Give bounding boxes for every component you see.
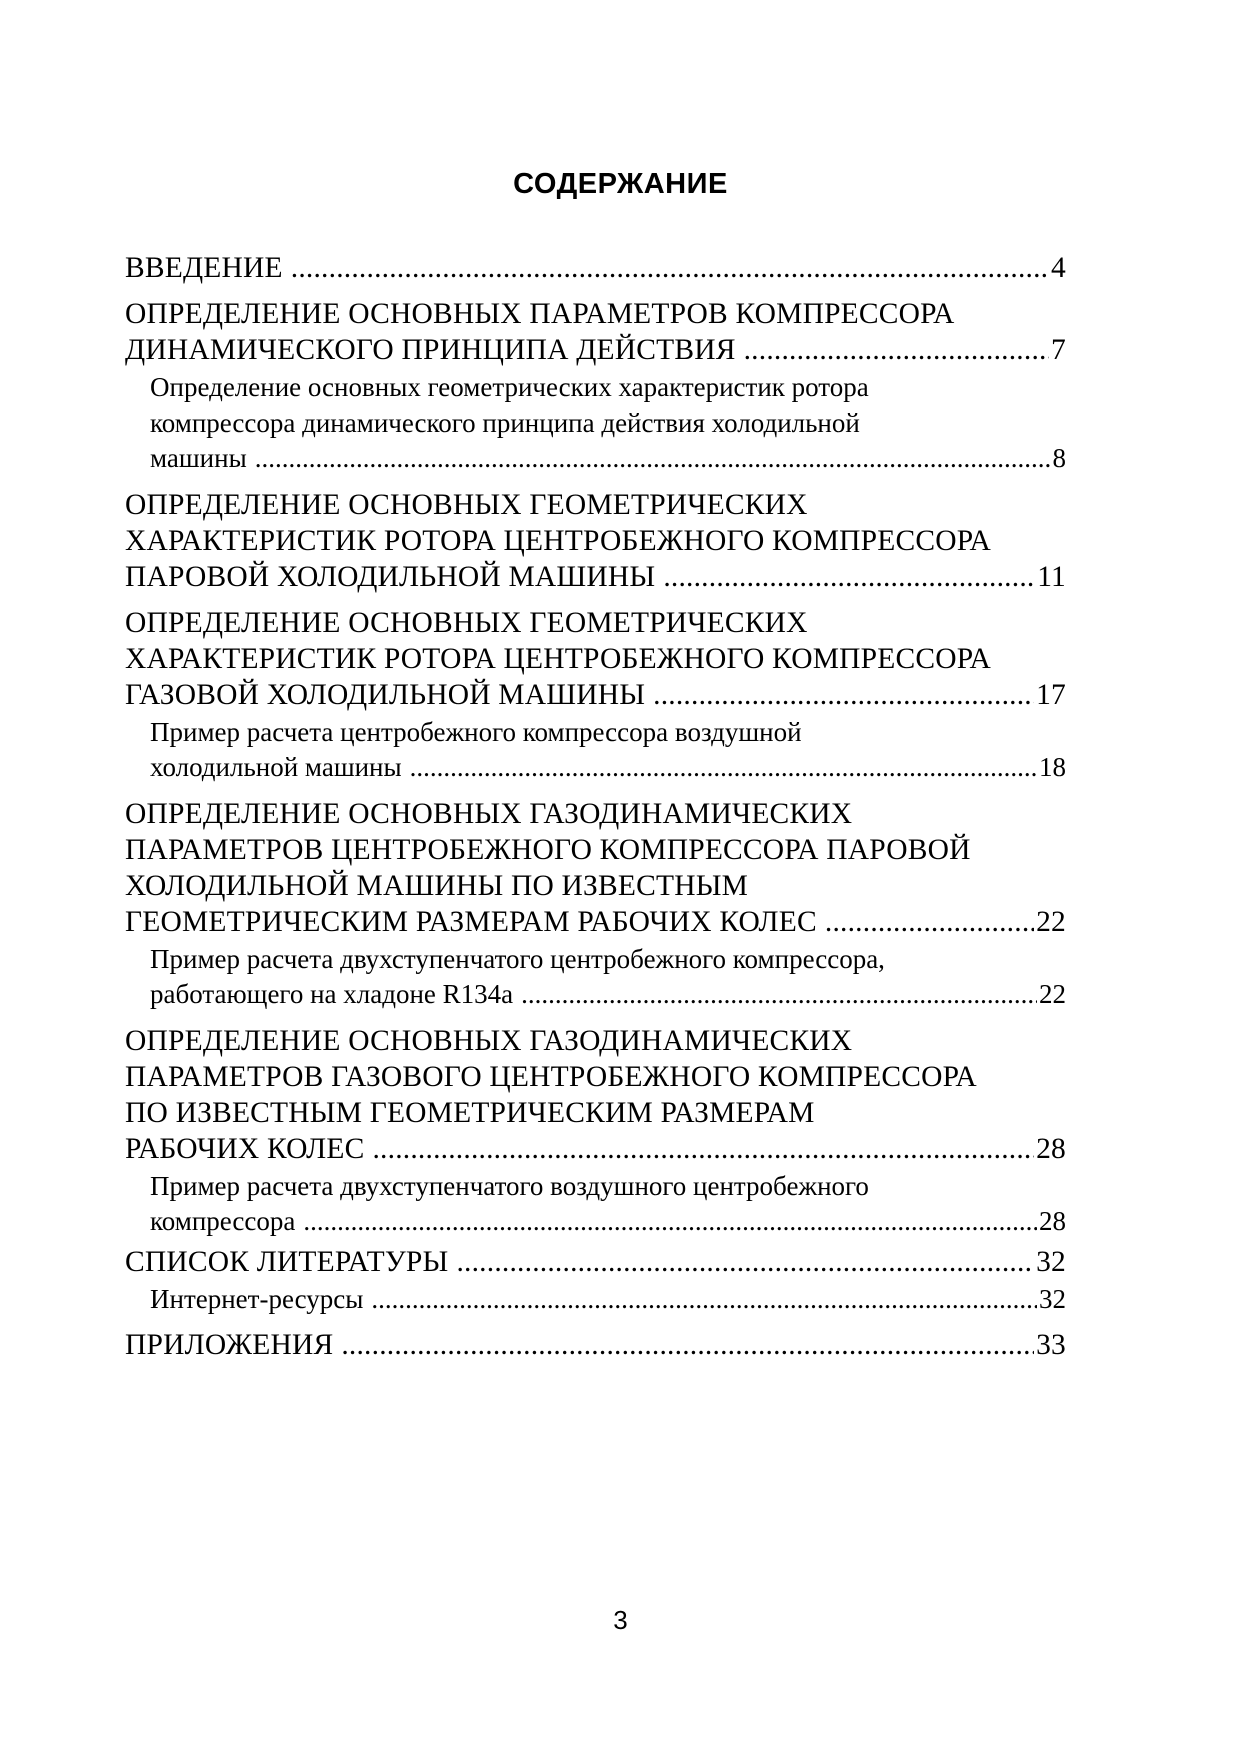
toc-dot-leader <box>653 677 1034 713</box>
toc-page-number: 22 <box>1036 905 1066 938</box>
toc-entry-line <box>125 641 1066 677</box>
toc-entry-subsection[interactable] <box>125 715 1066 786</box>
toc-entry-line <box>150 977 1066 1013</box>
toc-page-number: 22 <box>1039 979 1066 1009</box>
toc-entry-line <box>125 1327 1066 1363</box>
toc-entry-text: ОПРЕДЕЛЕНИЕ ОСНОВНЫХ ГЕОМЕТРИЧЕСКИХ <box>125 488 808 521</box>
toc-page-number: 28 <box>1036 1132 1066 1165</box>
toc-dot-leader <box>744 332 1049 368</box>
toc-entry-text: ПО ИЗВЕСТНЫМ ГЕОМЕТРИЧЕСКИМ РАЗМЕРАМ <box>125 1096 815 1129</box>
toc-entry-text: ПРИЛОЖЕНИЯ <box>125 1329 334 1361</box>
toc-entry-line <box>150 370 1066 406</box>
toc-entry-line <box>125 868 1066 904</box>
toc-entry-text: Пример расчета двухступенчатого воздушного центробежного <box>150 1170 869 1201</box>
toc-title: СОДЕРЖАНИЕ <box>513 168 728 200</box>
toc-entry-line <box>150 1169 1066 1205</box>
toc-entry-text: Интернет-ресурсы <box>150 1283 364 1314</box>
toc-dot-leader <box>291 250 1049 286</box>
toc-entry-section[interactable] <box>125 796 1066 940</box>
toc-entry-line <box>125 250 1066 286</box>
toc-entry-text: ХАРАКТЕРИСТИК РОТОРА ЦЕНТРОБЕЖНОГО КОМПРЕССОРА <box>125 524 992 557</box>
toc-dot-leader <box>663 559 1035 595</box>
toc-entry-line <box>150 406 1066 442</box>
toc-dot-leader <box>456 1244 1034 1280</box>
toc-entry-text: ОПРЕДЕЛЕНИЕ ОСНОВНЫХ ГАЗОДИНАМИЧЕСКИХ <box>125 797 853 830</box>
toc-entry-subsection[interactable] <box>125 1282 1066 1318</box>
table-of-contents <box>125 250 1066 1363</box>
toc-entry-text: СПИСОК ЛИТЕРАТУРЫ <box>125 1245 449 1278</box>
toc-entry-text: ОПРЕДЕЛЕНИЕ ОСНОВНЫХ ГЕОМЕТРИЧЕСКИХ <box>125 606 808 639</box>
toc-entry-text: ОПРЕДЕЛЕНИЕ ОСНОВНЫХ ПАРАМЕТРОВ КОМПРЕССОРА <box>125 298 955 330</box>
toc-entry-section[interactable] <box>125 487 1066 595</box>
toc-entry-text: ПАРОВОЙ ХОЛОДИЛЬНОЙ МАШИНЫ <box>125 560 656 593</box>
toc-page-number: 4 <box>1051 252 1066 284</box>
toc-entry-line <box>125 904 1066 940</box>
toc-entry-text: Определение основных геометрических характеристик ротора <box>150 372 869 402</box>
toc-entry-subsection[interactable] <box>125 1169 1066 1240</box>
toc-entry-line <box>125 1023 1066 1059</box>
toc-dot-leader <box>255 441 1051 477</box>
toc-entry-text: ВВЕДЕНИЕ <box>125 252 283 284</box>
toc-dot-leader <box>825 904 1034 940</box>
toc-entry-line <box>150 1282 1066 1318</box>
toc-entry-text: ХАРАКТЕРИСТИК РОТОРА ЦЕНТРОБЕЖНОГО КОМПРЕССОРА <box>125 642 992 675</box>
toc-entry-line <box>125 605 1066 641</box>
toc-entry-section[interactable] <box>125 1327 1066 1363</box>
toc-dot-leader <box>410 750 1037 786</box>
toc-page-number: 8 <box>1052 443 1066 473</box>
toc-page-number: 18 <box>1039 752 1066 782</box>
toc-entry-line <box>150 750 1066 786</box>
toc-page-number: 32 <box>1036 1245 1066 1278</box>
toc-dot-leader <box>303 1204 1037 1240</box>
toc-entry-text: Пример расчета центробежного компрессора воздушной <box>150 716 802 747</box>
toc-entry-text: компрессора динамического принципа действия холодильной <box>150 407 860 438</box>
toc-page-number: 33 <box>1036 1329 1066 1361</box>
toc-entry-line <box>125 487 1066 523</box>
toc-entry-line <box>150 715 1066 751</box>
toc-entry-text: ПАРАМЕТРОВ ЦЕНТРОБЕЖНОГО КОМПРЕССОРА ПАРОВОЙ <box>125 833 971 866</box>
page-number: 3 <box>613 1605 628 1635</box>
toc-entry-text: ПАРАМЕТРОВ ГАЗОВОГО ЦЕНТРОБЕЖНОГО КОМПРЕССОРА <box>125 1060 977 1093</box>
toc-page-number: 32 <box>1039 1283 1066 1314</box>
toc-entry-text: РАБОЧИХ КОЛЕС <box>125 1132 365 1165</box>
toc-entry-line <box>150 942 1066 978</box>
toc-entry-text: ДИНАМИЧЕСКОГО ПРИНЦИПА ДЕЙСТВИЯ <box>125 334 736 366</box>
toc-entry-section[interactable] <box>125 1244 1066 1280</box>
toc-dot-leader <box>341 1327 1034 1363</box>
toc-dot-leader <box>521 977 1037 1013</box>
toc-entry-line <box>125 1059 1066 1095</box>
toc-entry-line <box>125 523 1066 559</box>
toc-page-number: 28 <box>1039 1206 1066 1236</box>
toc-entry-text: ГАЗОВОЙ ХОЛОДИЛЬНОЙ МАШИНЫ <box>125 678 646 711</box>
toc-page-number: 11 <box>1037 560 1066 593</box>
toc-entry-line <box>150 441 1066 477</box>
toc-entry-text: ГЕОМЕТРИЧЕСКИМ РАЗМЕРАМ РАБОЧИХ КОЛЕС <box>125 905 817 938</box>
toc-dot-leader <box>371 1282 1037 1318</box>
toc-entry-line <box>125 796 1066 832</box>
toc-page-number: 17 <box>1036 678 1066 711</box>
toc-entry-line <box>125 677 1066 713</box>
toc-entry-text: машины <box>150 443 247 473</box>
toc-entry-section[interactable] <box>125 296 1066 368</box>
toc-entry-line <box>125 832 1066 868</box>
toc-entry-line <box>125 1095 1066 1131</box>
toc-dot-leader <box>372 1131 1034 1167</box>
toc-entry-text: ОПРЕДЕЛЕНИЕ ОСНОВНЫХ ГАЗОДИНАМИЧЕСКИХ <box>125 1024 853 1057</box>
toc-entry-subsection[interactable] <box>125 942 1066 1013</box>
toc-entry-text: работающего на хладоне R134a <box>150 979 514 1009</box>
toc-entry-text: компрессора <box>150 1206 296 1236</box>
toc-page-number: 7 <box>1051 334 1066 366</box>
toc-entry-line <box>125 1131 1066 1167</box>
toc-entry-line <box>125 332 1066 368</box>
toc-entry-line <box>125 1244 1066 1280</box>
toc-entry-text: ХОЛОДИЛЬНОЙ МАШИНЫ ПО ИЗВЕСТНЫМ <box>125 869 749 902</box>
toc-entry-line <box>125 296 1066 332</box>
toc-entry-line <box>150 1204 1066 1240</box>
toc-entry-subsection[interactable] <box>125 370 1066 477</box>
toc-entry-section[interactable] <box>125 605 1066 713</box>
toc-entry-text: холодильной машины <box>150 752 402 782</box>
toc-entry-text: Пример расчета двухступенчатого центробежного компрессора, <box>150 943 885 974</box>
toc-entry-line <box>125 559 1066 595</box>
toc-entry-section[interactable] <box>125 250 1066 286</box>
toc-entry-section[interactable] <box>125 1023 1066 1167</box>
